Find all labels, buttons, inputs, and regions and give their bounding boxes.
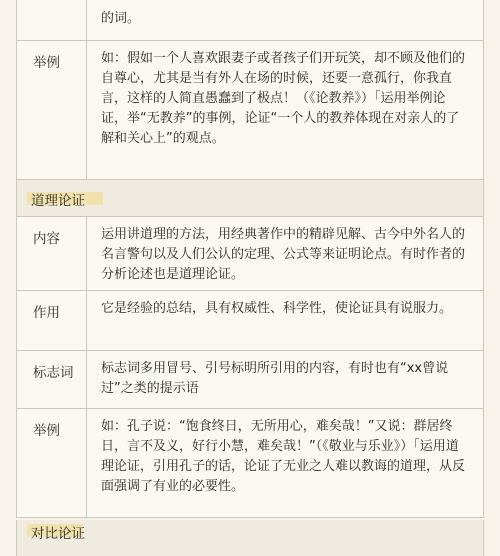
example-label-2: 举例 <box>17 409 87 519</box>
content-label: 内容 <box>17 217 87 290</box>
marker-text: 标志词多用冒号、引号标明所引用的内容，有时也有“xx曾说过”之类的提示语 <box>101 361 449 396</box>
effect-text: 它是经验的总结，具有权威性、科学性，使论证具有说服力。 <box>101 301 453 316</box>
marker-row <box>17 351 483 409</box>
example-label-1: 举例 <box>17 41 87 179</box>
fragment-content <box>87 0 483 40</box>
content-text: 运用讲道理的方法，用经典著作中的精辟见解、古今中外名人的名言警句以及人们公认的定理、公式等来证明论点。有时作者的分析论述也是道理论证。 <box>101 227 466 282</box>
section-title-reasoning: 道理论证 <box>31 193 85 209</box>
example-card-top <box>16 0 484 180</box>
effect-row <box>17 291 483 351</box>
example-row-2 <box>17 409 483 519</box>
fragment-label-cell <box>17 0 87 40</box>
section-band-reasoning <box>16 180 484 216</box>
fragment-text: 的词。 <box>101 11 141 26</box>
section-band-contrast <box>16 520 484 556</box>
example-row-1 <box>17 41 483 179</box>
marker-label: 标志词 <box>17 351 87 408</box>
reasoning-card <box>16 216 484 518</box>
content-row <box>17 217 483 291</box>
example-content-1: 如：假如一个人喜欢跟妻子或者孩子们开玩笑，却不顾及他们的自尊心，尤其是当有外人在场的时候，还要一意孤行，你我直言，这样的人简直愚蠢到了极点！（《论教养》）「运用举例论证，举“无教养”的事例，论证“一个人的教养体现在对亲人的了解和关心上”的观点。 <box>101 51 466 146</box>
effect-label: 作用 <box>17 291 87 350</box>
section-title-contrast: 对比论证 <box>31 526 85 542</box>
fragment-row <box>17 0 483 41</box>
example-content-2: 如：孔子说：“饱食终日，无所用心，难矣哉！”又说：群居终日，言不及义，好行小慧，难矣哉！”（《敬业与乐业》）「运用道理论证，引用孔子的话，论证了无业之人难以教诲的道理，从反面强调了有业的必要性。 <box>101 419 466 494</box>
